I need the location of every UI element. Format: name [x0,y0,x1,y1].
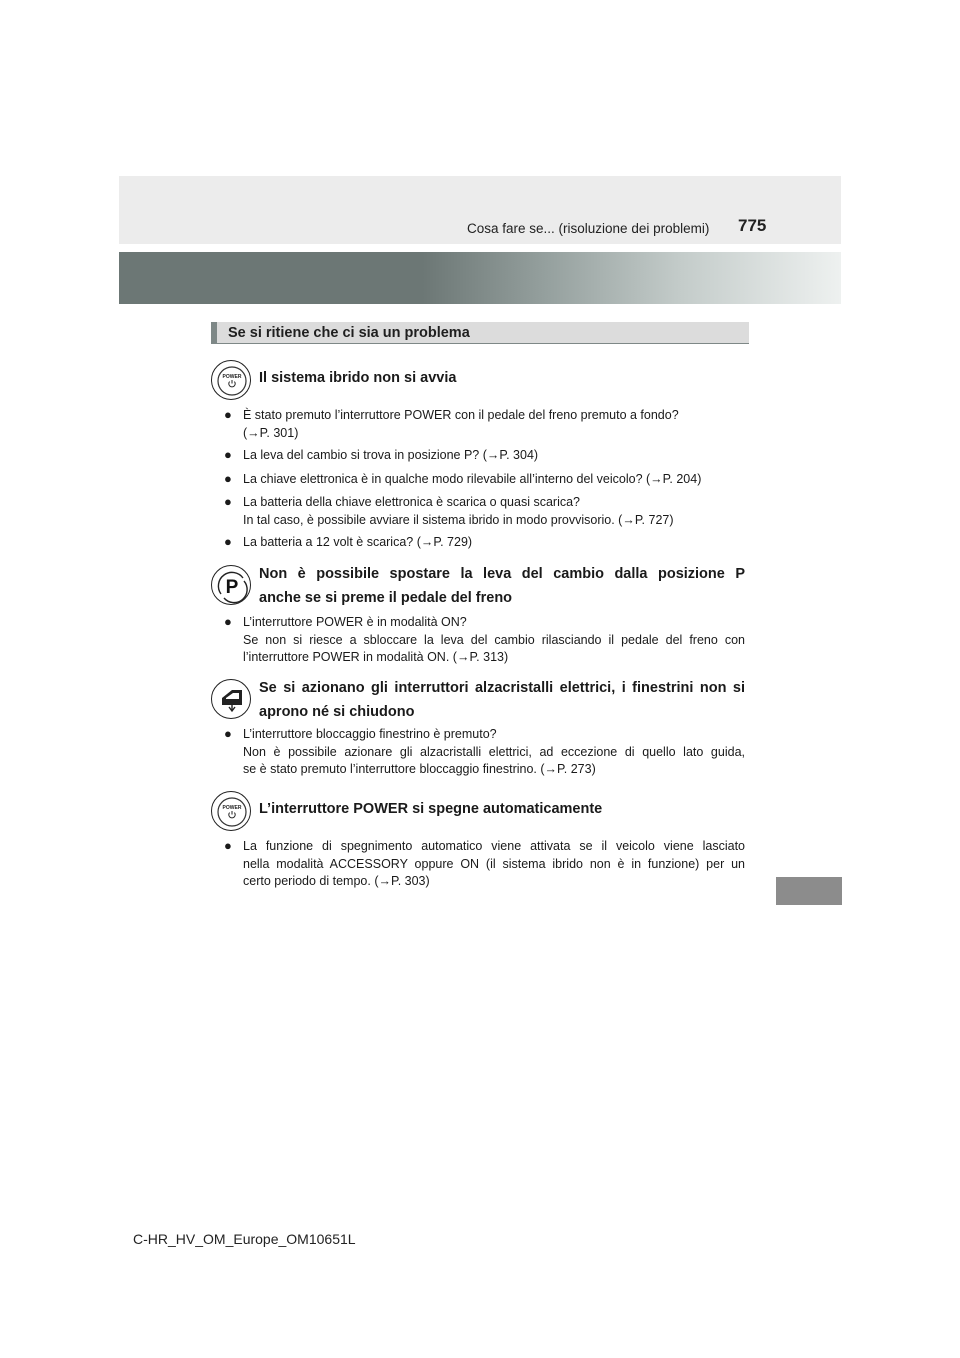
power-icon-label: POWER [222,374,242,380]
list-item [243,534,745,552]
list-item-line: È stato premuto l’interruttore POWER con il pedale del freno premuto a fondo? [243,408,679,422]
list-item-line: l’interruttore POWER in modalità ON. (→P. 313) [243,650,509,664]
list-item [243,447,745,465]
list-item-line: La leva del cambio si trova in posizione P? (→P. 304) [243,448,539,462]
bullet-icon: ● [224,471,232,486]
problem-heading-2 [259,562,745,610]
list-item-line: La chiave elettronica è in qualche modo rilevabile all’interno del veicolo? (→P. 204) [243,472,702,486]
list-item-line: se è stato premuto l’interruttore bloccaggio finestrino. (→P. 273) [243,762,596,776]
power-button-icon [211,791,251,831]
list-item [243,407,745,442]
list-item-line: La funzione di spegnimento automatico viene attivata se il veicolo viene lasciato [243,839,745,853]
problem-heading-line: aprono né si chiudono [259,704,415,720]
list-item-line: La batteria della chiave elettronica è scarica o quasi scarica? [243,495,580,509]
page-number: 775 [738,216,767,235]
list-item-line: Non è possibile azionare gli alzacristalli elettrici, ad eccezione di quello lato guida, [243,744,745,759]
bullet-icon: ● [224,614,232,629]
list-item [243,471,745,489]
section-title: Se si ritiene che ci sia un problema [228,325,470,341]
list-item-line: L’interruttore bloccaggio finestrino è premuto? [243,727,497,741]
list-item [243,494,745,529]
list-item [243,726,745,779]
power-icon-label: POWER [222,805,242,811]
power-button-icon [211,360,251,400]
list-item-line: La batteria a 12 volt è scarica? (→P. 729) [243,535,473,549]
document-code: C-HR_HV_OM_Europe_OM10651L [133,1231,356,1247]
list-item-line: L’interruttore POWER è in modalità ON? [243,615,467,629]
list-item-line: In tal caso, è possibile avviare il sistema ibrido in modo provvisorio. (→P. 727) [243,512,674,527]
problem-heading-3 [259,676,745,724]
list-item [243,614,745,667]
list-item-line: nella modalità ACCESSORY oppure ON (il sistema ibrido non è in funzione) per un [243,856,745,871]
list-item-line: (→P. 301) [243,425,299,440]
problem-heading-line: Se si azionano gli interruttori alzacristalli elettrici, i finestrini non si [259,680,745,696]
problem-heading-line: anche se si preme il pedale del freno [259,590,513,606]
list-item-line: certo periodo di tempo. (→P. 303) [243,874,430,888]
bullet-icon: ● [224,407,232,422]
chapter-title: Cosa fare se... (risoluzione dei problemi) [467,221,710,236]
park-icon-label: P [225,577,239,598]
gradient-banner [119,252,841,304]
problem-heading-line: Non è possibile spostare la leva del cambio dalla posizione P [259,566,745,582]
bullet-icon: ● [224,494,232,509]
bullet-icon: ● [224,447,232,462]
chapter-side-tab [776,877,842,905]
problem-heading-1: Il sistema ibrido non si avvia [259,370,457,386]
list-item [243,838,745,891]
list-item-line: Se non si riesce a sbloccare la leva del cambio rilasciando il pedale del freno con [243,632,745,647]
bullet-icon: ● [224,726,232,741]
power-window-icon [211,679,251,719]
bullet-icon: ● [224,534,232,549]
problem-heading-4: L’interruttore POWER si spegne automaticamente [259,801,603,817]
section-header [211,322,749,344]
bullet-icon: ● [224,838,232,853]
park-p-icon [211,565,251,605]
